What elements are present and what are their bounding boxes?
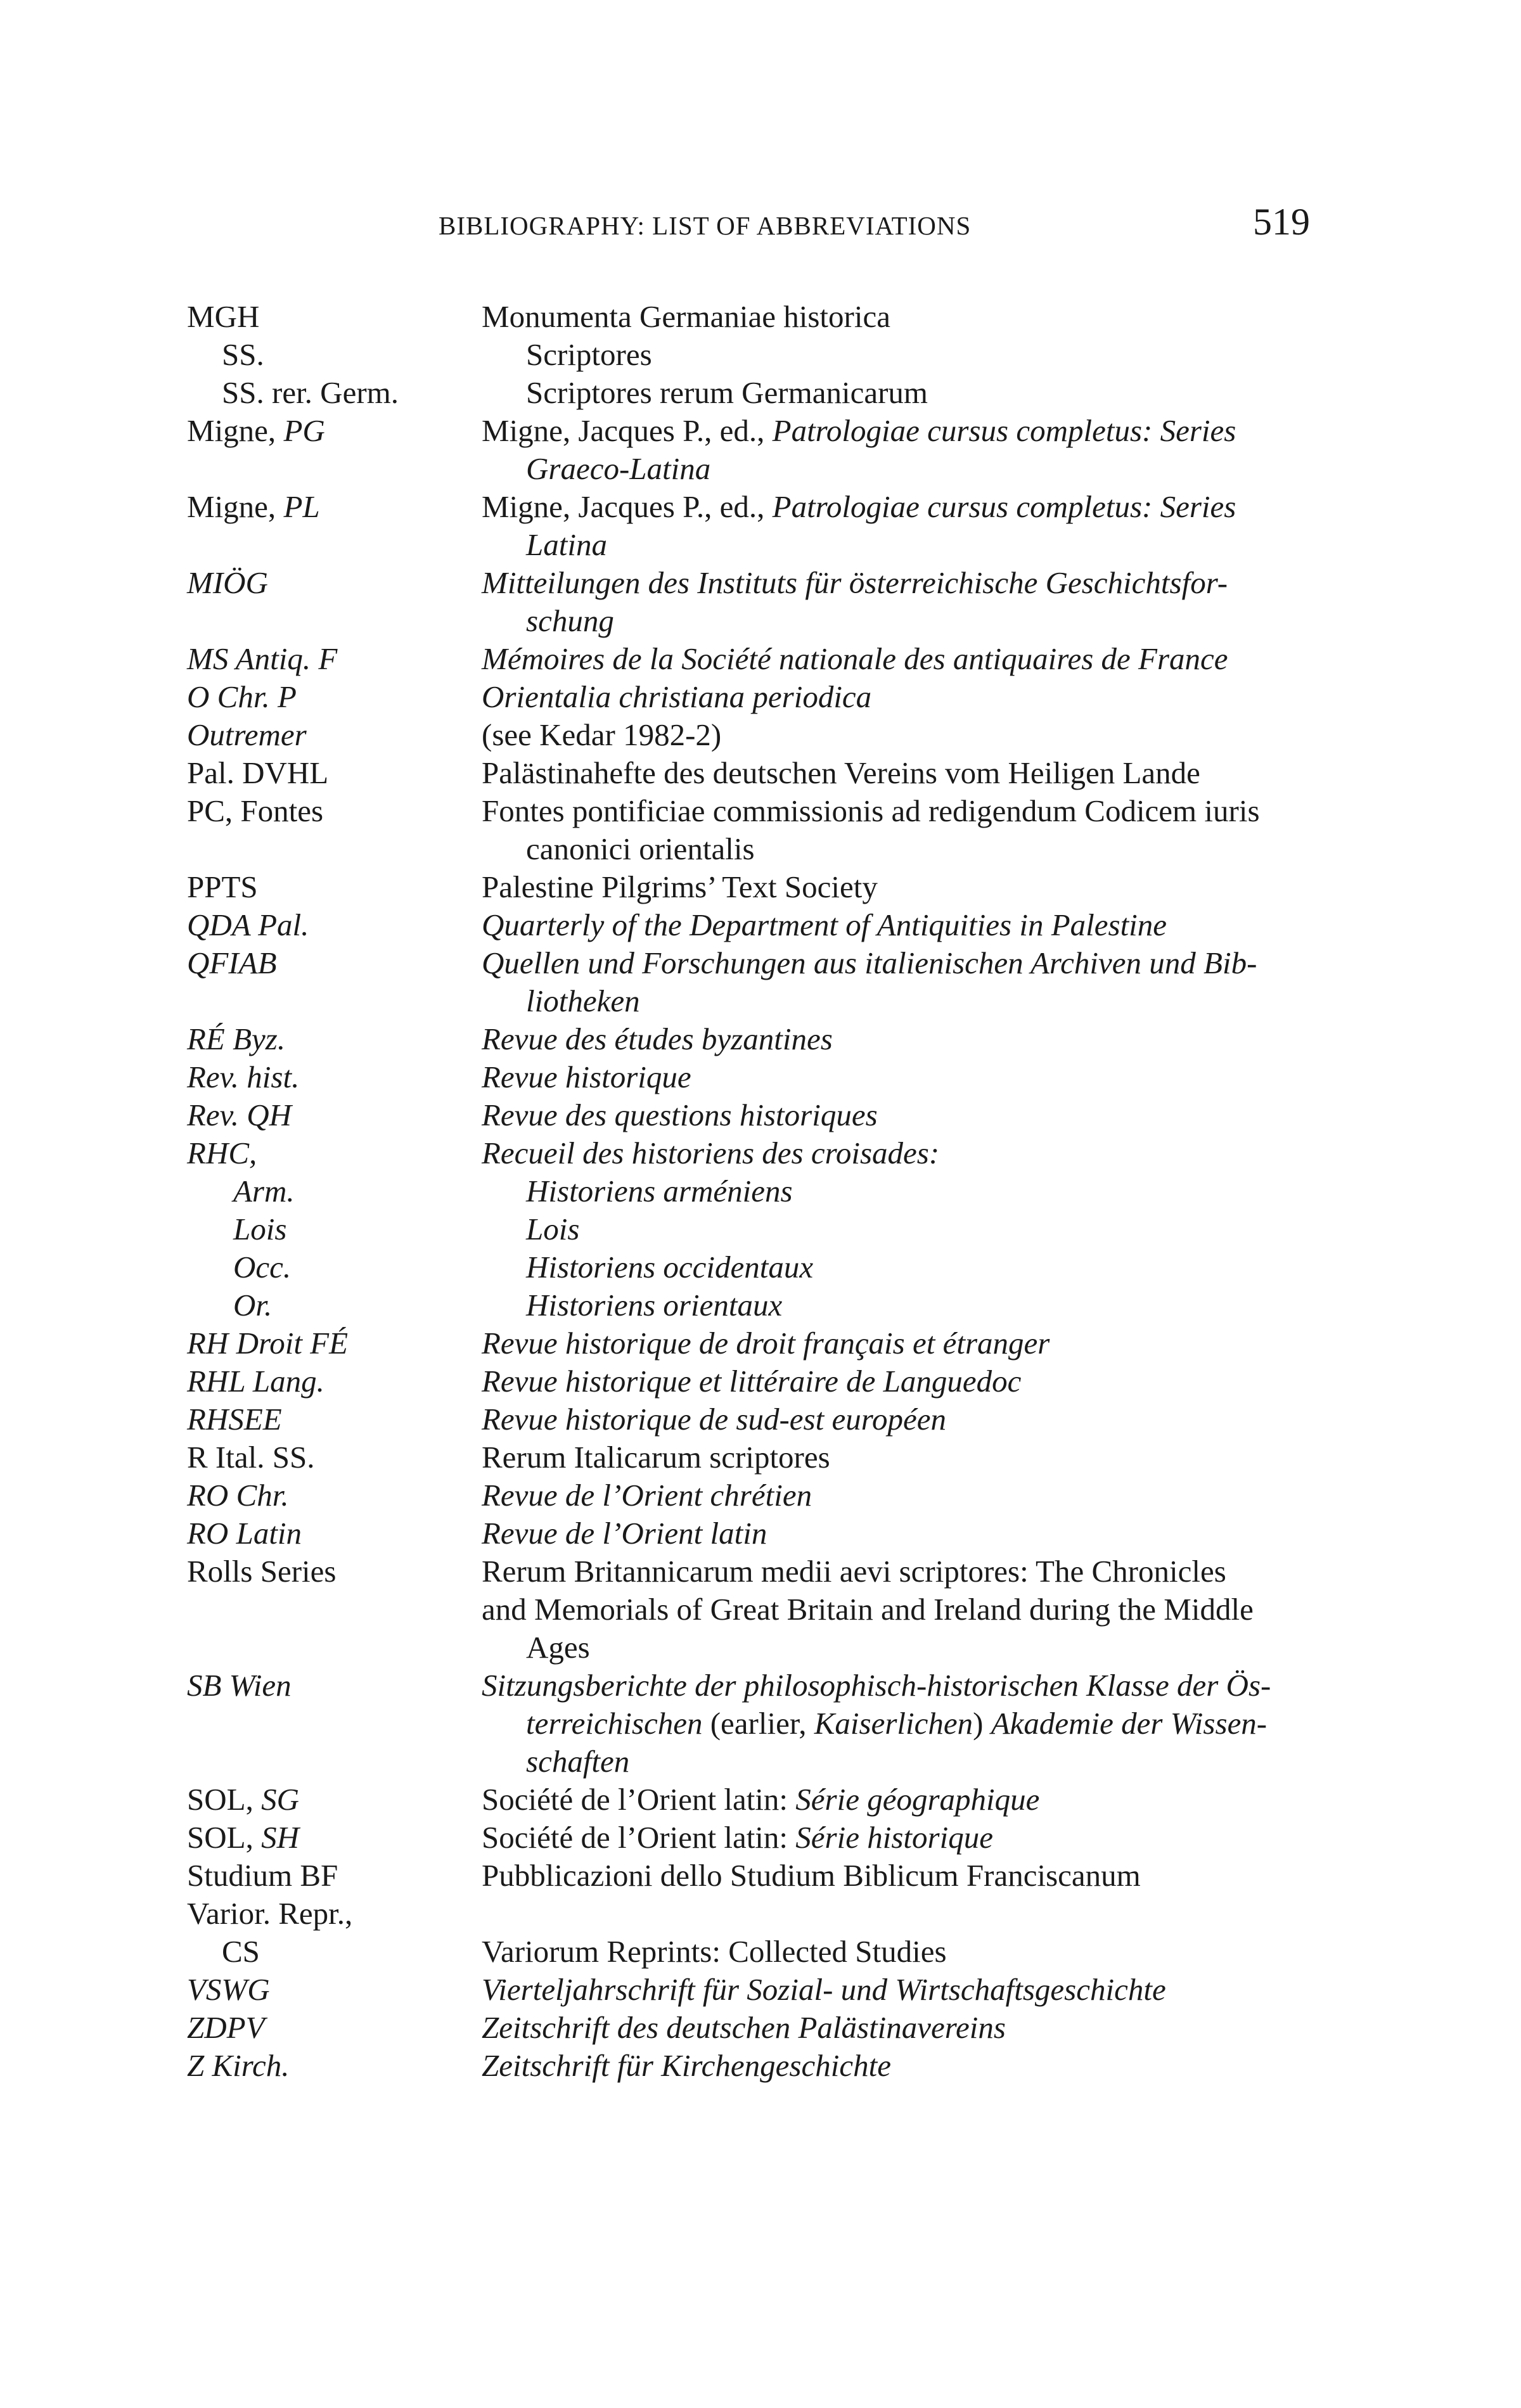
definition-segment: Fontes pontificiae commissionis ad redigendum Codicem iuris — [482, 793, 1260, 828]
abbreviation — [187, 1362, 324, 1400]
abbreviation-segment: RÉ Byz. — [187, 1021, 286, 1056]
abbreviation-segment: Pal. DVHL — [187, 755, 329, 790]
definition — [526, 1210, 1363, 1248]
abbreviation-row — [0, 982, 1521, 1020]
abbreviation — [187, 792, 323, 830]
definition — [482, 488, 1318, 526]
definition-segment: schaften — [526, 1744, 630, 1779]
abbreviation-row — [0, 412, 1521, 450]
definition — [482, 1591, 1318, 1629]
definition-segment: Historiens arméniens — [526, 1174, 793, 1208]
abbreviation-row — [0, 374, 1521, 412]
abbreviation — [187, 678, 297, 716]
abbreviation-segment: R Ital. SS. — [187, 1440, 315, 1475]
abbreviation-row — [0, 450, 1521, 488]
abbreviation — [187, 754, 328, 792]
definition — [526, 1705, 1363, 1743]
abbreviation-segment: SG — [261, 1782, 299, 1817]
definition — [482, 716, 1318, 754]
definition-segment: Série historique — [795, 1820, 993, 1855]
abbreviation-row — [0, 1324, 1521, 1362]
definition — [482, 1020, 1318, 1058]
definition-segment: Sitzungsberichte der philosophisch-historischen Klasse der Ös- — [482, 1668, 1271, 1703]
definition-segment: liotheken — [526, 983, 640, 1018]
abbreviation — [187, 1553, 336, 1591]
abbreviation — [187, 1515, 302, 1553]
definition — [526, 450, 1363, 488]
abbreviation-segment: QFIAB — [187, 945, 277, 980]
abbreviation-row — [0, 792, 1521, 830]
definition — [482, 412, 1318, 450]
definition — [482, 1933, 1318, 1971]
definition — [482, 1058, 1318, 1096]
running-head: BIBLIOGRAPHY: LIST OF ABBREVIATIONS — [439, 211, 972, 240]
definition — [526, 1743, 1363, 1781]
abbreviation-row — [0, 1819, 1521, 1857]
abbreviation-row — [0, 1743, 1521, 1781]
definition — [482, 1476, 1318, 1515]
definition-segment: Rerum Britannicarum medii aevi scriptores: The Chronicles — [482, 1554, 1226, 1589]
abbreviation — [187, 412, 325, 450]
abbreviation-segment: ZDPV — [187, 2010, 265, 2045]
definition-segment: Mémoires de la Société nationale des antiquaires de France — [482, 641, 1228, 676]
abbreviation-segment: RHC, — [187, 1136, 257, 1170]
abbreviation-segment: VSWG — [187, 1972, 270, 2007]
definition — [526, 982, 1363, 1020]
abbreviation-segment: PG — [283, 413, 325, 448]
abbreviation-segment: RO Latin — [187, 1516, 302, 1551]
definition — [482, 298, 1318, 336]
abbreviation-row — [0, 1058, 1521, 1096]
definition-segment: Société de l’Orient latin: — [482, 1782, 796, 1817]
definition-segment: Migne, Jacques P., ed., — [482, 489, 773, 524]
abbreviation-segment: MS Antiq. F — [187, 641, 338, 676]
definition — [526, 830, 1363, 868]
abbreviation-segment: Rev. QH — [187, 1098, 292, 1132]
abbreviation-row — [0, 2009, 1521, 2047]
definition — [482, 754, 1318, 792]
abbreviation-segment: SB Wien — [187, 1668, 292, 1703]
definition-segment: Migne, Jacques P., ed., — [482, 413, 773, 448]
definition-segment: Revue de l’Orient chrétien — [482, 1478, 812, 1513]
definition-segment: Recueil des historiens des croisades: — [482, 1136, 940, 1170]
abbreviation — [187, 1781, 299, 1819]
abbreviation-row — [0, 1629, 1521, 1667]
abbreviation-row — [0, 1895, 1521, 1933]
abbreviation-row — [0, 1210, 1521, 1248]
abbreviation — [187, 1324, 348, 1362]
abbreviation-row — [0, 1400, 1521, 1438]
definition-segment: Revue historique de droit français et étranger — [482, 1326, 1050, 1361]
abbreviation-row — [0, 1705, 1521, 1743]
abbreviation — [187, 298, 259, 336]
abbreviation — [187, 906, 309, 944]
definition-segment: Kaiserlichen — [814, 1706, 973, 1741]
definition-segment: Revue de l’Orient latin — [482, 1516, 767, 1551]
abbreviation-row — [0, 1667, 1521, 1705]
abbreviation-row — [0, 526, 1521, 564]
definition-segment: Revue des questions historiques — [482, 1098, 878, 1132]
abbreviation — [187, 1857, 338, 1895]
abbreviation — [187, 564, 268, 602]
definition-segment: Monumenta Germaniae historica — [482, 299, 890, 334]
definition-segment: Akademie der Wissen- — [991, 1706, 1268, 1741]
definition — [482, 2047, 1318, 2085]
definition — [482, 564, 1318, 602]
definition — [526, 1286, 1363, 1324]
abbreviation-row — [0, 1971, 1521, 2009]
abbreviation-row — [0, 1857, 1521, 1895]
definition — [482, 1400, 1318, 1438]
definition-segment: (see Kedar 1982-2) — [482, 717, 722, 752]
abbreviation-row — [0, 488, 1521, 526]
abbreviation — [187, 1096, 292, 1134]
definition-segment: Série géographique — [795, 1782, 1040, 1817]
abbreviation — [187, 1134, 257, 1172]
abbreviation-row — [0, 1248, 1521, 1286]
definition — [526, 1248, 1363, 1286]
abbreviation-row — [0, 1172, 1521, 1210]
definition — [482, 1438, 1318, 1476]
abbreviation-segment: O Chr. P — [187, 679, 297, 714]
definition-segment: ) — [973, 1706, 991, 1741]
abbreviation — [187, 1667, 292, 1705]
abbreviation — [187, 2009, 265, 2047]
definition-segment: terreichischen — [526, 1706, 703, 1741]
abbreviation — [233, 1210, 286, 1248]
abbreviation-segment: SOL, — [187, 1782, 262, 1817]
abbreviation-segment: CS — [222, 1934, 260, 1969]
definition-segment: Quarterly of the Department of Antiquities in Palestine — [482, 907, 1167, 942]
abbreviation — [187, 1438, 314, 1476]
definition-segment: (earlier, — [702, 1706, 814, 1741]
definition-segment: Graeco-Latina — [526, 451, 711, 486]
definition-segment: Palestine Pilgrims’ Text Society — [482, 869, 878, 904]
definition — [482, 1781, 1318, 1819]
definition — [482, 1515, 1318, 1553]
definition — [482, 2009, 1318, 2047]
abbreviation-segment: MIÖG — [187, 565, 268, 600]
abbreviation — [187, 868, 258, 906]
abbreviation-row — [0, 1781, 1521, 1819]
definition-segment: Lois — [526, 1212, 580, 1246]
abbreviation-row — [0, 754, 1521, 792]
abbreviation-row — [0, 1591, 1521, 1629]
definition-segment: Pubblicazioni dello Studium Biblicum Franciscanum — [482, 1858, 1141, 1893]
abbreviation-row — [0, 1515, 1521, 1553]
definition-segment: Patrologiae cursus completus: Series — [772, 413, 1236, 448]
definition — [482, 792, 1318, 830]
abbreviation-segment: MGH — [187, 299, 260, 334]
definition — [482, 1667, 1318, 1705]
abbreviation-segment: Varior. Repr., — [187, 1896, 353, 1931]
abbreviation-segment: PL — [283, 489, 320, 524]
abbreviation — [187, 944, 277, 982]
abbreviation-segment: Lois — [233, 1212, 287, 1246]
abbreviation-list — [0, 298, 1521, 2085]
abbreviation-row — [0, 716, 1521, 754]
abbreviation-row — [0, 640, 1521, 678]
definition-segment: Revue historique de sud-est européen — [482, 1402, 946, 1437]
abbreviation-segment: Arm. — [233, 1174, 295, 1208]
abbreviation-segment: RHSEE — [187, 1402, 282, 1437]
definition — [526, 602, 1363, 640]
page-number: 519 — [1253, 201, 1310, 243]
definition-segment: Zeitschrift für Kirchengeschichte — [482, 2048, 891, 2083]
abbreviation-segment: Migne, — [187, 413, 284, 448]
abbreviation — [222, 374, 399, 412]
abbreviation — [187, 2047, 290, 2085]
definition-segment: Orientalia christiana periodica — [482, 679, 872, 714]
definition — [526, 1629, 1363, 1667]
abbreviation-row — [0, 1134, 1521, 1172]
definition-segment: schung — [526, 603, 614, 638]
definition-segment: Palästinahefte des deutschen Vereins vom Heiligen Lande — [482, 755, 1200, 790]
definition — [482, 1857, 1318, 1895]
definition-segment: Zeitschrift des deutschen Palästinavereins — [482, 2010, 1006, 2045]
abbreviation-row — [0, 1362, 1521, 1400]
definition — [482, 1362, 1318, 1400]
definition-segment: Variorum Reprints: Collected Studies — [482, 1934, 947, 1969]
abbreviation — [222, 336, 264, 374]
abbreviation — [187, 1400, 282, 1438]
definition — [482, 1096, 1318, 1134]
abbreviation-row — [0, 1020, 1521, 1058]
definition — [526, 374, 1363, 412]
abbreviation-segment: PC, Fontes — [187, 793, 324, 828]
definition-segment: and Memorials of Great Britain and Ireland during the Middle — [482, 1592, 1254, 1627]
definition-segment: Revue historique — [482, 1060, 691, 1094]
definition-segment: Scriptores — [526, 337, 652, 372]
abbreviation — [187, 1819, 299, 1857]
abbreviation-segment: Studium BF — [187, 1858, 338, 1893]
definition-segment: Patrologiae cursus completus: Series — [772, 489, 1236, 524]
abbreviation-segment: PPTS — [187, 869, 258, 904]
definition — [482, 1324, 1318, 1362]
abbreviation — [187, 1476, 289, 1515]
abbreviation-row — [0, 1476, 1521, 1515]
abbreviation-segment: Occ. — [233, 1250, 292, 1284]
definition — [482, 1134, 1318, 1172]
abbreviation-segment: SOL, — [187, 1820, 262, 1855]
abbreviation-segment: RO Chr. — [187, 1478, 289, 1513]
definition-segment: Rerum Italicarum scriptores — [482, 1440, 830, 1475]
abbreviation-segment: Or. — [233, 1288, 273, 1322]
definition-segment: Historiens occidentaux — [526, 1250, 814, 1284]
definition — [526, 526, 1363, 564]
definition-segment: Scriptores rerum Germanicarum — [526, 375, 928, 410]
definition — [482, 1819, 1318, 1857]
definition — [482, 944, 1318, 982]
definition — [482, 678, 1318, 716]
abbreviation-segment: SS. — [222, 337, 264, 372]
abbreviation — [233, 1172, 295, 1210]
definition — [482, 640, 1318, 678]
abbreviation-row — [0, 944, 1521, 982]
abbreviation-segment: Migne, — [187, 489, 284, 524]
abbreviation-segment: RH Droit FÉ — [187, 1326, 349, 1361]
abbreviation — [187, 716, 307, 754]
abbreviation — [187, 640, 337, 678]
abbreviation-row — [0, 564, 1521, 602]
abbreviation — [233, 1248, 291, 1286]
abbreviation-row — [0, 906, 1521, 944]
definition-segment: Revue des études byzantines — [482, 1021, 833, 1056]
abbreviation-segment: Rolls Series — [187, 1554, 337, 1589]
abbreviation-row — [0, 1286, 1521, 1324]
abbreviation-row — [0, 830, 1521, 868]
abbreviation-row — [0, 1933, 1521, 1971]
abbreviation — [187, 1020, 285, 1058]
abbreviation-segment: QDA Pal. — [187, 907, 309, 942]
definition-segment: Latina — [526, 527, 607, 562]
definition-segment: canonici orientalis — [526, 831, 755, 866]
abbreviation-row — [0, 336, 1521, 374]
abbreviation-row — [0, 1438, 1521, 1476]
definition-segment: Ages — [526, 1630, 590, 1665]
definition — [482, 906, 1318, 944]
definition-segment: Historiens orientaux — [526, 1288, 783, 1322]
definition-segment: Mitteilungen des Instituts für österreichische Geschichtsfor- — [482, 565, 1228, 600]
abbreviation — [187, 488, 320, 526]
definition — [482, 1553, 1318, 1591]
abbreviation-segment: Rev. hist. — [187, 1060, 300, 1094]
definition — [482, 1971, 1318, 2009]
definition — [526, 336, 1363, 374]
abbreviation-segment: SH — [261, 1820, 299, 1855]
definition-segment: Vierteljahrschrift für Sozial- und Wirtschaftsgeschichte — [482, 1972, 1166, 2007]
abbreviation-segment: Z Kirch. — [187, 2048, 290, 2083]
abbreviation-segment: RHL Lang. — [187, 1364, 324, 1399]
abbreviation — [187, 1971, 270, 2009]
abbreviation-row — [0, 1096, 1521, 1134]
abbreviation-row — [0, 602, 1521, 640]
abbreviation-segment: SS. rer. Germ. — [222, 375, 399, 410]
abbreviation-row — [0, 1553, 1521, 1591]
abbreviation — [187, 1058, 299, 1096]
definition-segment: Quellen und Forschungen aus italienischen Archiven und Bib- — [482, 945, 1257, 980]
abbreviation-row — [0, 868, 1521, 906]
abbreviation — [187, 1895, 352, 1933]
abbreviation-row — [0, 678, 1521, 716]
abbreviation-row — [0, 298, 1521, 336]
definition-segment: Société de l’Orient latin: — [482, 1820, 796, 1855]
definition — [526, 1172, 1363, 1210]
definition-segment: Revue historique et littéraire de Languedoc — [482, 1364, 1022, 1399]
abbreviation-segment: Outremer — [187, 717, 307, 752]
abbreviation-row — [0, 2047, 1521, 2085]
abbreviation — [233, 1286, 272, 1324]
definition — [482, 868, 1318, 906]
abbreviation — [222, 1933, 260, 1971]
